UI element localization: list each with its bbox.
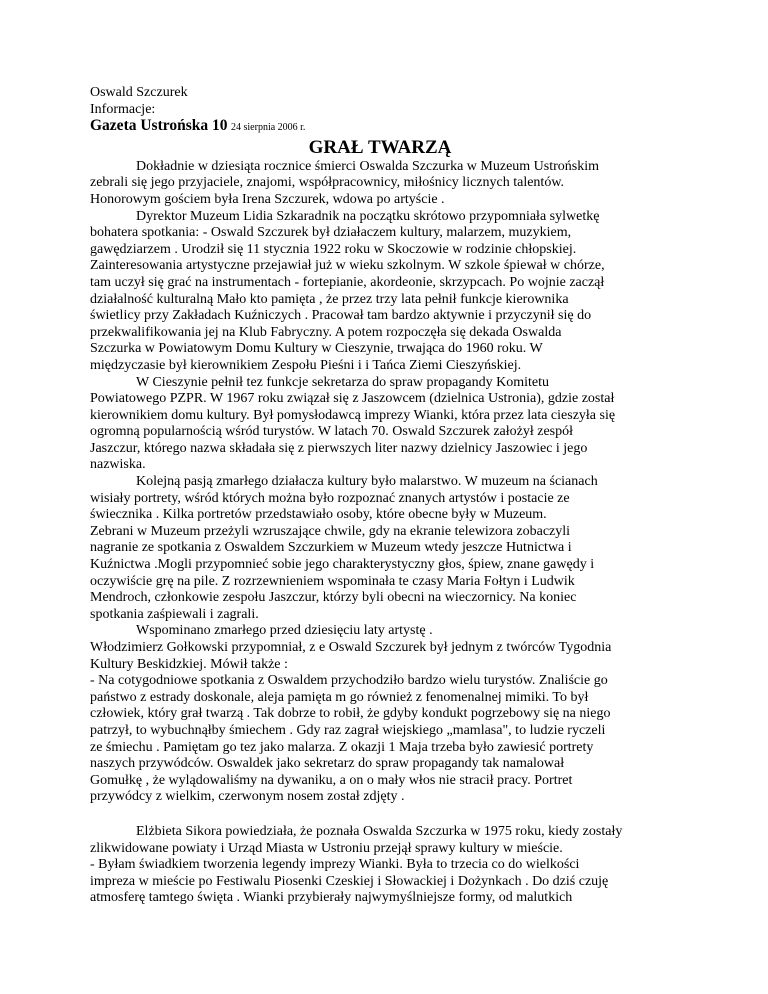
paragraph: Elżbieta Sikora powiedziała, że poznała Oswalda Szczurka w 1975 roku, kiedy zostały zlikwidowane powiaty i Urząd Miasta w Ustroniu przejął sprawy kultury w mieście. - Byłam świadkiem tworzenia legendy imprezy Wianki. Była to trzecia co do wielkości impreza w mieście po Festiwalu Piosenki Czeskiej i Słowackiej i Dożynkach . Do dziś czuję atmosferę tamtego święta . Wianki przybierały najwymyślniejsze formy, od malutkich (90, 823, 623, 906)
paragraph: Kolejną pasją zmarłego działacza kultury było malarstwo. W muzeum na ścianach wisiały portrety, wśród których można było rozpoznać znanych artystów i postacie ze świecznika . Kilka portretów przedstawiało osoby, które obecne były w Muzeum. (90, 474, 598, 523)
source-date: 24 sierpnia 2006 r. (231, 122, 306, 134)
author-name: Oswald Szczurek (90, 85, 188, 100)
paragraph: Dokładnie w dziesiąta rocznice śmierci Oswalda Szczurka w Muzeum Ustrońskim zebrali się jego przyjaciele, znajomi, współpracownicy, miłośnicy licznych talentów. Honorowym gościem była Irena Szczurek, wdowa po artyście . (90, 158, 600, 207)
paragraph: Wspominano zmarłego przed dziesięciu laty artystę . (136, 623, 433, 639)
article-title: GRAŁ TWARZĄ (308, 136, 452, 158)
info-label: Informacje: (90, 101, 156, 117)
paragraph: Włodzimierz Gołkowski przypomniał, z e Oswald Szczurek był jednym z twórców Tygodnia Kultury Beskidzkiej. Mówił także : - Na cotygodniowe spotkania z Oswaldem przychodziło bardzo wielu turystów. Znaliście go państwo z estrady doskonale, aleja pamięta m go również z fenomenalnej mimiki. To był człowiek, który grał twarzą . Tak dobrze to robił, że gdyby kondukt pogrzebowy się na niego patrzył, to wybuchnąłby śmiechem . Gdy raz zagrał wiejskiego „mamlasa", to ludzie ryczeli ze śmiechu . Pamiętam go tez jako malarza. Z okazji 1 Maja trzeba było zawiesić portrety naszych przywódców. Oswaldek jako sekretarz do spraw propagandy tak namalował Gomułkę , że wylądowaliśmy na dywaniku, a on o mały włos nie stracił pracy. Portret przywódcy z wielkim, czerwonym nosem został zdjęty . (90, 640, 612, 805)
paragraph: Dyrektor Muzeum Lidia Szkaradnik na początku skrótowo przypomniała sylwetkę bohatera spotkania: - Oswald Szczurek był działaczem kultury, malarzem, muzykiem, gawędziarzem . Urodził się 11 stycznia 1922 roku w Skoczowie w rodzinie chłopskiej. Zainteresowania artystyczne przejawiał już w wieku szkolnym. W szkole śpiewał w chórze, tam uczył się grać na instrumentach - fortepianie, akordeonie, skrzypcach. Po wojnie zaczął działalność kulturalną Mało kto pamięta , że przez trzy lata pełnił funkcje kierownika świetlicy przy Zakładach Kuźniczych . Pracował tam bardzo aktywnie i przyczynił się do przekwalifikowania jej na Klub Fabryczny. A potem rozpoczęła się dekada Oswalda Szczurka w Powiatowym Domu Kultury w Cieszynie, trwająca do 1960 roku. W międzyczasie był kierownikiem Zespołu Pieśni i i Tańca Ziemi Cieszyńskiej. (90, 208, 605, 373)
source-name: Gazeta Ustrońska 10 (90, 117, 228, 135)
paragraph: W Cieszynie pełnił tez funkcje sekretarza do spraw propagandy Komitetu Powiatowego PZPR. W 1967 roku związał się z Jaszowcem (dzielnica Ustronia), gdzie został kierownikiem domu kultury. Był pomysłodawcą imprezy Wianki, która przez lata cieszyła się ogromną popularnością wśród turystów. W latach 70. Oswald Szczurek założył zespół Jaszczur, którego nazwa składała się z pierwszych liter nazwy dzielnicy Jaszowiec i jego nazwiska. (90, 374, 616, 473)
source-line (90, 118, 690, 137)
document-page (90, 85, 690, 907)
paragraph: Zebrani w Muzeum przeżyli wzruszające chwile, gdy na ekranie telewizora zobaczyli nagranie ze spotkania z Oswaldem Szczurkiem w Muzeum wtedy jeszcze Hutnictwa i Kuźnictwa .Mogli przypomnieć sobie jego charakterystyczny głos, śpiew, znane gawędy i oczywiście grę na pile. Z rozrzewnieniem wspominała te czasy Maria Fołtyn i Ludwik Mendroch, członkowie zespołu Jaszczur, którzy byli obecni na wieczornicy. Na koniec spotkania zaśpiewali i zagrali. (90, 523, 595, 622)
